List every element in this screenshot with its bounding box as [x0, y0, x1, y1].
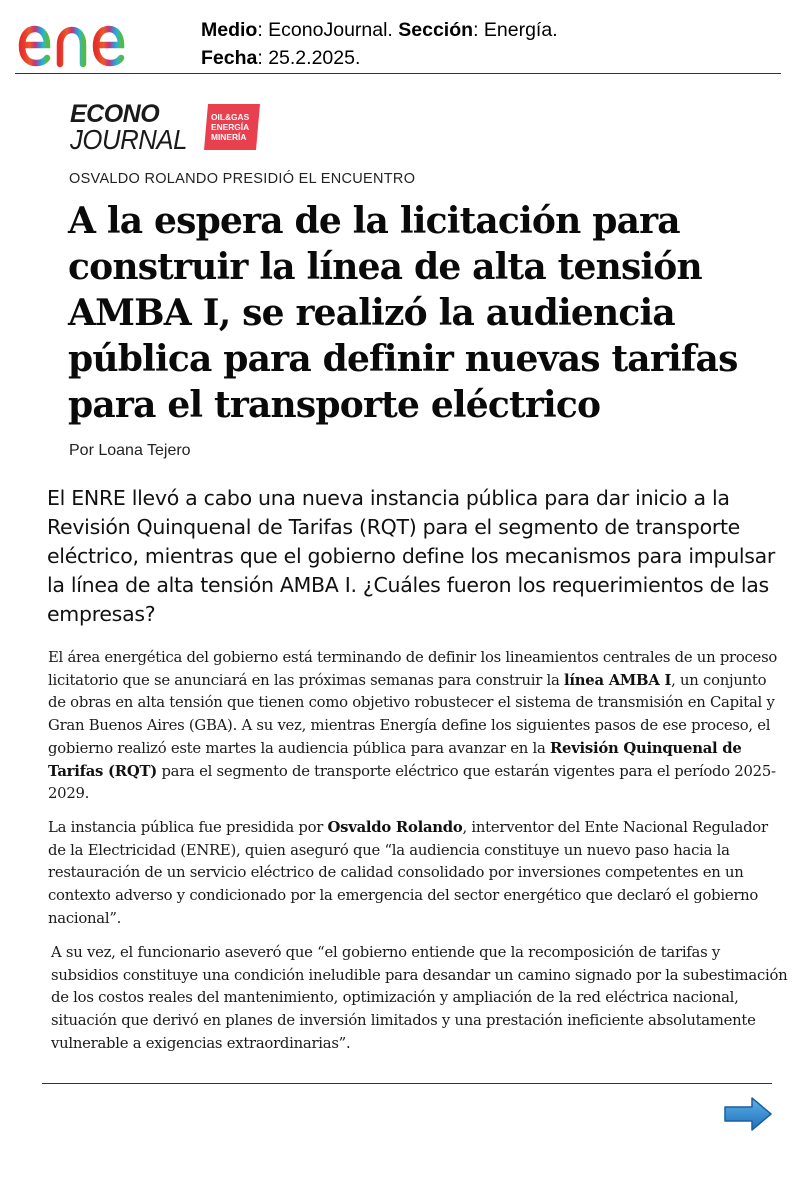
body-paragraph-1 — [48, 647, 788, 806]
article-kicker: OSVALDO ROLANDO PRESIDIÓ EL ENCUENTRO — [69, 171, 416, 187]
p1-bold-rqt: Revisión Quinquenal de Tarifas (RQT) — [48, 739, 742, 780]
p1-text-c: , un conjunto de obras en alta tensión que tienen como objetivo robustecer el sistema de transmisión en Capital y Gran Buenos Aires (GBA). A su vez, mientras Energía define los siguientes pasos de ese proceso, el gobierno realizó este martes la audiencia pública para avanzar en la — [48, 671, 775, 757]
p1-text-a: El área energética del gobierno está terminando de definir los lineamientos centrales de un proceso licitatorio que se anunciará en las próximas semanas para construir la — [48, 649, 778, 689]
p2-bold-rolando: Osvaldo Rolando — [327, 819, 463, 836]
article-headline: A la espera de la licitación para construir la línea de alta tensión AMBA I, se realizó la audiencia pública para definir nuevas tarifas para el transporte eléctrico — [68, 200, 738, 426]
seccion-label: Sección — [398, 19, 474, 41]
badge-line-mineria: MINERÍA — [211, 132, 247, 143]
p2-text-a: La instancia pública fue presidida por — [48, 819, 328, 836]
logo-journal: JOURNAL — [70, 124, 188, 155]
fecha-line — [201, 44, 558, 72]
arrow-right-icon[interactable] — [722, 1095, 774, 1133]
article-lead: El ENRE llevó a cabo una nueva instancia pública para dar inicio a la Revisión Quinquenal de Tarifas (RQT) para el segmento de transporte eléctrico, mientras que el gobierno define los mecanismos para impulsar la línea de alta tensión AMBA I. ¿Cuáles fueron los requerimientos de las empresas? — [47, 486, 776, 626]
medio-line — [201, 16, 558, 44]
source-info — [201, 16, 558, 72]
sector-badge-text — [211, 112, 249, 143]
footer-divider — [42, 1083, 772, 1084]
medio-value: : EconoJournal. — [257, 19, 399, 41]
badge-line-energia: ENERGÍA — [211, 122, 250, 133]
fecha-label: Fecha — [201, 47, 258, 69]
logo-econo: ECONO — [70, 100, 160, 128]
p1-text-d: para el segmento de transporte eléctrico que estarán vigentes para el período 2025-2029. — [48, 762, 776, 803]
article-byline: Por Loana Tejero — [69, 442, 191, 459]
body-paragraph-2 — [48, 817, 788, 931]
p1-bold-amba: línea AMBA I — [564, 671, 672, 689]
fecha-value: : 25.2.2025. — [257, 47, 361, 69]
seccion-value: : Energía. — [473, 19, 558, 41]
body-paragraph-3: A su vez, el funcionario aseveró que “el gobierno entiende que la recomposición de tarifas y subsidios constituye una condición ineludible para desandar un camino signado por la subestimación de los costos reales del mantenimiento, optimización y ampliación de la red eléctrica nacional, situación que derivó en planes de inversión limitados y una prestación ineficiente absolutamente vulnerable a exigencias extraordinarias”. — [51, 944, 788, 1052]
badge-line-oilgas: OIL&GAS — [211, 112, 250, 122]
medio-label: Medio — [201, 19, 258, 41]
enel-logo — [16, 8, 171, 70]
header-divider — [15, 73, 781, 74]
p2-text-c: , interventor del Ente Nacional Regulador de la Electricidad (ENRE), quien aseguró que “la audiencia constituye un nuevo paso hacia la restauración de un servicio eléctrico de calidad consolidado por inversiones competentes en un contexto adverso y condicionado por la emergencia del sector energético que declaró el gobierno nacional”. — [48, 819, 768, 927]
